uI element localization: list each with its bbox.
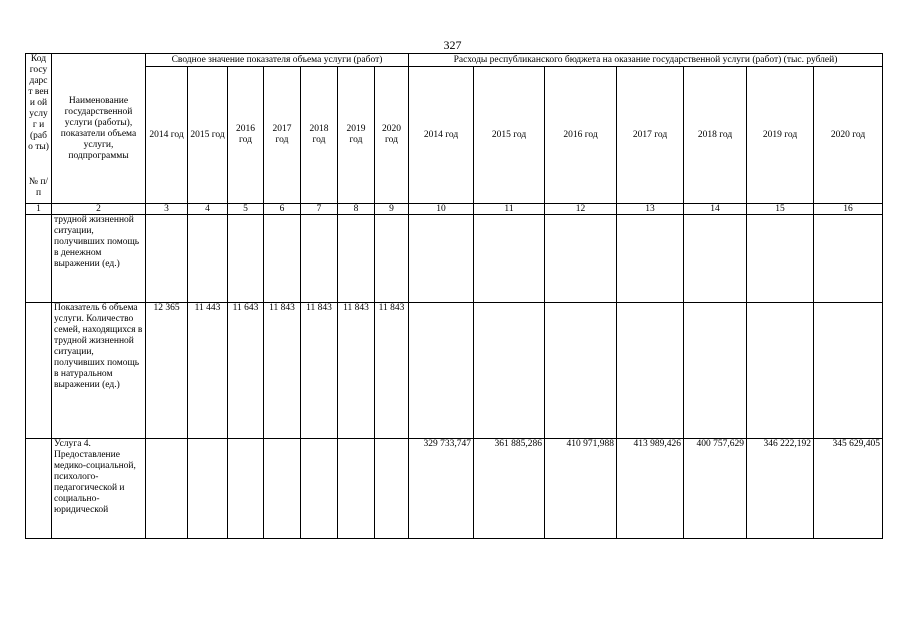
- table-row: [26, 215, 883, 303]
- volume-cell: [228, 439, 264, 539]
- budget-cell: 346 222,192: [747, 439, 814, 539]
- header-budget-year: 2015 год: [474, 67, 545, 204]
- budget-cell: 361 885,286: [474, 439, 545, 539]
- column-number: 13: [617, 204, 684, 215]
- column-number: 6: [264, 204, 301, 215]
- budget-cell: [684, 303, 747, 439]
- header-name: Наименование государственной услуги (работы), показатели объема услуги, подпрограммы: [52, 54, 146, 204]
- column-number: 2: [52, 204, 146, 215]
- header-volume-year: 2019 год: [338, 67, 375, 204]
- budget-cell: [814, 303, 883, 439]
- row-name: трудной жизненной ситуации, получивших помощь в денежном выражении (ед.): [52, 215, 146, 303]
- budget-cell: [684, 215, 747, 303]
- column-number: 15: [747, 204, 814, 215]
- header-volume-year: 2014 год: [146, 67, 188, 204]
- budget-cell: 329 733,747: [409, 439, 474, 539]
- volume-cell: [146, 215, 188, 303]
- volume-cell: [338, 439, 375, 539]
- volume-cell: 11 643: [228, 303, 264, 439]
- table-row: [26, 439, 883, 539]
- header-group-budget: Расходы республиканского бюджета на оказание государственной услуги (работ) (тыс. рублей): [409, 54, 883, 67]
- column-number: 11: [474, 204, 545, 215]
- header-kod-number: № п/п: [28, 177, 49, 198]
- column-number: 9: [375, 204, 409, 215]
- budget-cell: [617, 303, 684, 439]
- header-budget-year: 2018 год: [684, 67, 747, 204]
- header-budget-year: 2017 год: [617, 67, 684, 204]
- row-name: Услуга 4. Предоставление медико-социальной, психолого-педагогической и социально-юридической: [52, 439, 146, 539]
- header-row-years: [26, 67, 883, 204]
- header-budget-year: 2019 год: [747, 67, 814, 204]
- volume-cell: [264, 439, 301, 539]
- page-number: 327: [443, 38, 462, 52]
- volume-cell: [188, 215, 228, 303]
- budget-cell: [474, 303, 545, 439]
- header-group-volume: Сводное значение показателя объема услуги (работ): [146, 54, 409, 67]
- budget-cell: [474, 215, 545, 303]
- volume-cell: 11 443: [188, 303, 228, 439]
- header-volume-year: 2016 год: [228, 67, 264, 204]
- column-number: 7: [301, 204, 338, 215]
- volume-cell: [264, 215, 301, 303]
- volume-cell: 11 843: [375, 303, 409, 439]
- column-number: 3: [146, 204, 188, 215]
- column-number: 1: [26, 204, 52, 215]
- budget-cell: [545, 303, 617, 439]
- header-kod-label: Код госу дарст вени ой услуг и (рабо ты): [28, 54, 49, 152]
- volume-cell: [188, 439, 228, 539]
- column-number: 14: [684, 204, 747, 215]
- header-budget-year: 2016 год: [545, 67, 617, 204]
- volume-cell: [146, 439, 188, 539]
- volume-cell: [301, 215, 338, 303]
- volume-cell: [228, 215, 264, 303]
- budget-cell: [409, 303, 474, 439]
- volume-cell: [338, 215, 375, 303]
- column-number-row: [26, 204, 883, 215]
- column-number: 4: [188, 204, 228, 215]
- volume-cell: 12 365: [146, 303, 188, 439]
- budget-cell: [747, 303, 814, 439]
- header-row-groups: [26, 54, 883, 67]
- budget-cell: 345 629,405: [814, 439, 883, 539]
- volume-cell: [301, 439, 338, 539]
- budget-cell: [747, 215, 814, 303]
- row-kod-cell: [26, 303, 52, 439]
- table-row: [26, 303, 883, 439]
- budget-cell: 413 989,426: [617, 439, 684, 539]
- volume-cell: [375, 439, 409, 539]
- services-table: [25, 53, 883, 539]
- column-number: 8: [338, 204, 375, 215]
- header-kod: [26, 54, 52, 204]
- header-volume-year: 2018 год: [301, 67, 338, 204]
- header-budget-year: 2020 год: [814, 67, 883, 204]
- row-kod-cell: [26, 215, 52, 303]
- header-volume-year: 2015 год: [188, 67, 228, 204]
- budget-cell: [617, 215, 684, 303]
- column-number: 12: [545, 204, 617, 215]
- volume-cell: 11 843: [301, 303, 338, 439]
- row-name: Показатель 6 объема услуги. Количество семей, находящихся в трудной жизненной ситуации, получивших помощь в натуральном выражении (ед.): [52, 303, 146, 439]
- budget-cell: 410 971,988: [545, 439, 617, 539]
- row-kod-cell: [26, 439, 52, 539]
- budget-cell: 400 757,629: [684, 439, 747, 539]
- header-volume-year: 2020 год: [375, 67, 409, 204]
- budget-cell: [545, 215, 617, 303]
- header-budget-year: 2014 год: [409, 67, 474, 204]
- column-number: 16: [814, 204, 883, 215]
- volume-cell: [375, 215, 409, 303]
- column-number: 10: [409, 204, 474, 215]
- volume-cell: 11 843: [338, 303, 375, 439]
- column-number: 5: [228, 204, 264, 215]
- budget-cell: [814, 215, 883, 303]
- volume-cell: 11 843: [264, 303, 301, 439]
- header-volume-year: 2017 год: [264, 67, 301, 204]
- budget-cell: [409, 215, 474, 303]
